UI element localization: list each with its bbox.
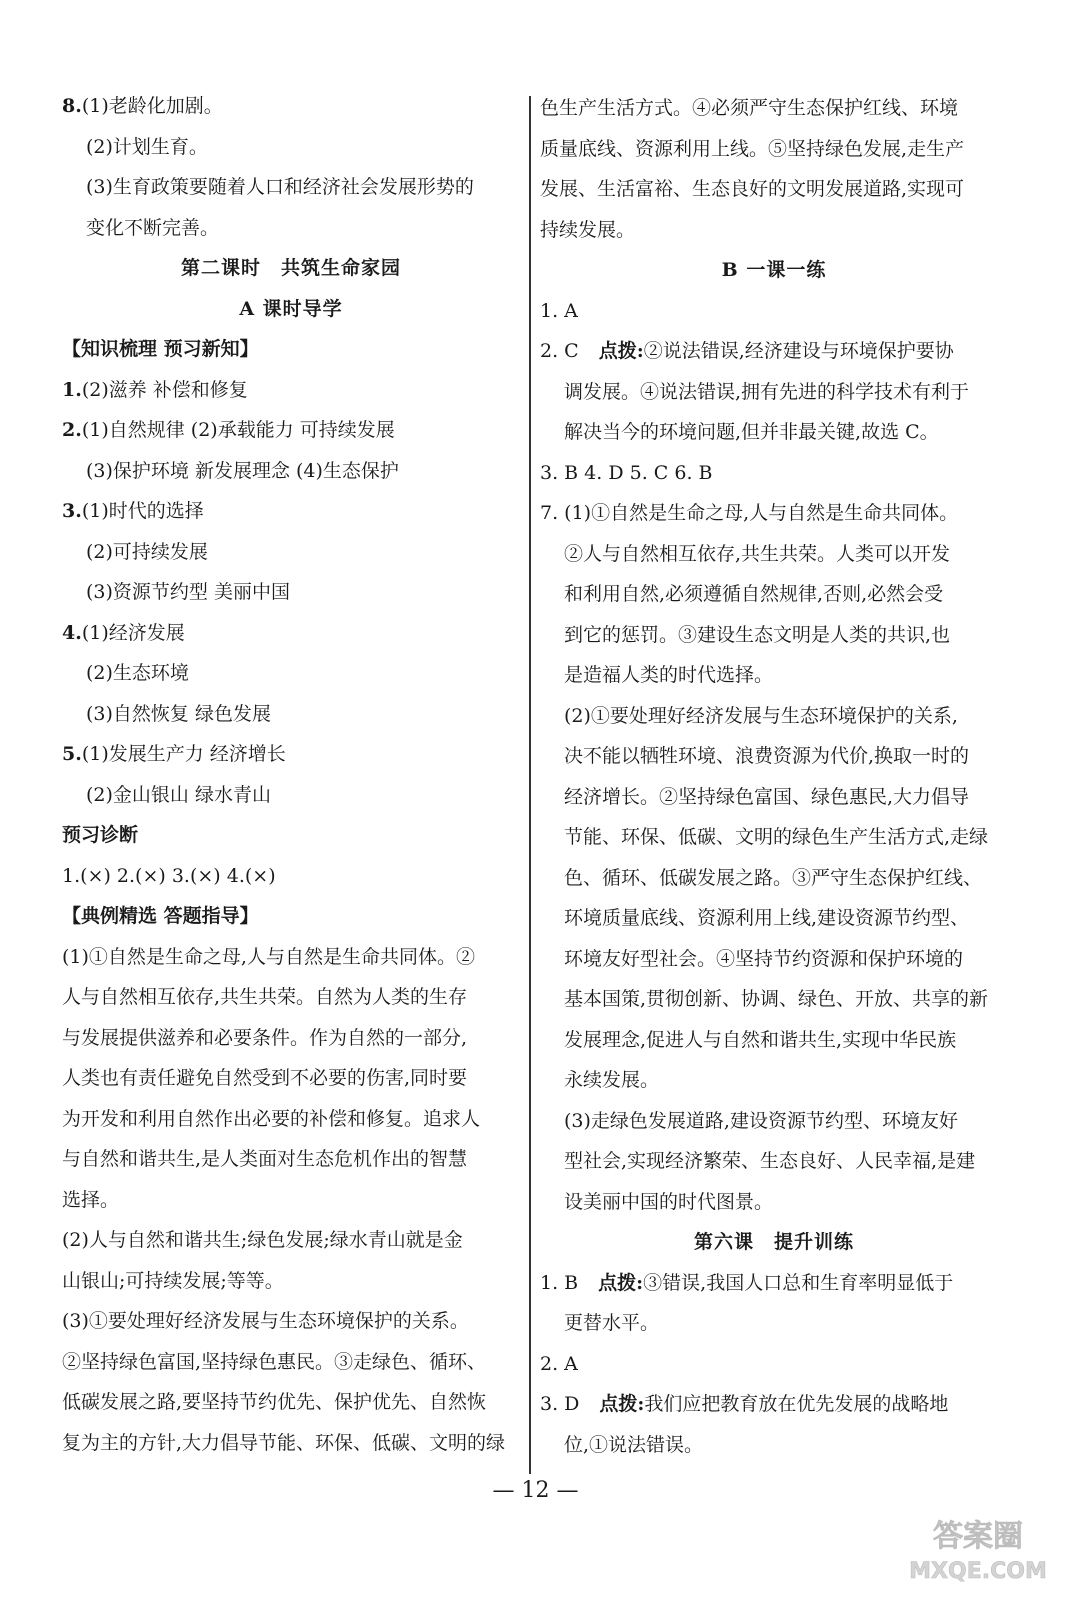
watermark-text-top: 答案圈 <box>933 1519 1023 1554</box>
answer-7-line: 到它的惩罚。③建设生态文明是人类的共识,也 <box>564 623 951 646</box>
lesson-title: 第二课时 共筑生命家园 <box>180 257 402 279</box>
ex3-line: (3)①要处理好经济发展与生态环境保护的关系。 <box>62 1310 469 1332</box>
q8-line-3: (3)生育政策要随着人口和经济社会发展形势的 <box>86 176 474 198</box>
answer-2-line-3: 解决当今的环境问题,但并非最关键,故选 C。 <box>564 421 939 443</box>
ex3-line: ②坚持绿色富国,坚持绿色惠民。③走绿色、循环、 <box>62 1350 487 1373</box>
page-number: — 12 — <box>492 1478 579 1503</box>
q8-line-1: 8.(1)老龄化加剧。 <box>62 95 223 117</box>
ex1-line: 与自然和谐共生,是人类面对生态危机作出的智慧 <box>62 1148 468 1170</box>
ex3-line: 低碳发展之路,要坚持节约优先、保护优先、自然恢 <box>62 1391 487 1413</box>
watermark-logo <box>903 1510 1053 1588</box>
ex1-line: (1)①自然是生命之母,人与自然是生命共同体。② <box>62 945 475 968</box>
answer-7-2-line: 永续发展。 <box>564 1069 660 1091</box>
b3-line-1: 3. D 点拨:我们应把教育放在优先发展的战略地 <box>540 1393 949 1415</box>
k2-line-2: (3)保护环境 新发展理念 (4)生态保护 <box>86 459 399 482</box>
example-header: 【典例精选 答题指导】 <box>62 905 259 927</box>
k4-line-2: (2)生态环境 <box>86 662 189 684</box>
cont-line: 发展、生活富裕、生态良好的文明发展道路,实现可 <box>540 178 965 200</box>
answer-7-2-line: 环境友好型社会。④坚持节约资源和保护环境的 <box>564 947 964 970</box>
answer-7-2-line: 经济增长。②坚持绿色富国、绿色惠民,大力倡导 <box>564 785 970 808</box>
section-b-title: B 一课一练 <box>721 259 827 281</box>
left-column <box>62 86 520 1463</box>
k5-line-1: 5.(1)发展生产力 经济增长 <box>62 743 286 765</box>
cont-line: 持续发展。 <box>540 218 636 241</box>
ex3-line: 复为主的方针,大力倡导节能、环保、低碳、文明的绿 <box>62 1431 506 1454</box>
cont-line: 质量底线、资源利用上线。⑤坚持绿色发展,走生产 <box>540 137 965 160</box>
b1-line-1: 1. B 点拨:③错误,我国人口总和生育率明显低于 <box>540 1271 954 1294</box>
k4-line-1: 4.(1)经济发展 <box>62 621 185 644</box>
answer-7-3-line: 型社会,实现经济繁荣、生态良好、人民幸福,是建 <box>564 1150 976 1172</box>
b2-line: 2. A <box>540 1352 578 1375</box>
answer-7-2-line: 节能、环保、低碳、文明的绿色生产生活方式,走绿 <box>564 826 989 848</box>
ex1-line: 为开发和利用自然作出必要的补偿和修复。追求人 <box>62 1107 481 1130</box>
b1-line-2: 更替水平。 <box>564 1312 660 1334</box>
answer-7-2-line: (2)①要处理好经济发展与生态环境保护的关系, <box>564 704 958 727</box>
k3-line-2: (2)可持续发展 <box>86 540 208 563</box>
answer-7-2-line: 色、循环、低碳发展之路。③严守生态保护红线、 <box>564 866 983 889</box>
answer-7-2-line: 基本国策,贯彻创新、协调、绿色、开放、共享的新 <box>564 988 989 1010</box>
k3-line-3: (3)资源节约型 美丽中国 <box>86 581 290 603</box>
answer-7-3-line: (3)走绿色发展道路,建设资源节约型、环境友好 <box>564 1109 958 1132</box>
k4-line-3: (3)自然恢复 绿色发展 <box>86 702 271 725</box>
q8-line-4: 变化不断完善。 <box>86 216 220 239</box>
k3-line-1: 3.(1)时代的选择 <box>62 500 204 522</box>
answers-3-6: 3. B 4. D 5. C 6. B <box>540 461 713 484</box>
answer-7-2-line: 发展理念,促进人与自然和谐共生,实现中华民族 <box>564 1028 957 1051</box>
ex1-line: 人类也有责任避免自然受到不必要的伤害,同时要 <box>62 1067 468 1089</box>
ex1-line: 人与自然相互依存,共生共荣。自然为人类的生存 <box>62 986 468 1008</box>
answer-7-line: 是造福人类的时代选择。 <box>564 664 774 686</box>
answer-7-2-line: 环境质量底线、资源利用上线,建设资源节约型、 <box>564 907 970 929</box>
k5-line-2: (2)金山银山 绿水青山 <box>86 783 271 806</box>
answer-2-line-1: 2. C 点拨:②说法错误,经济建设与环境保护要协 <box>540 340 954 362</box>
ex2-line: (2)人与自然和谐共生;绿色发展;绿水青山就是金 <box>62 1229 463 1251</box>
right-column <box>540 88 1008 1465</box>
answer-7-line: 7. (1)①自然是生命之母,人与自然是生命共同体。 <box>540 502 959 524</box>
lesson-6-title: 第六课 提升训练 <box>693 1231 855 1253</box>
b3-line-2: 位,①说法错误。 <box>564 1433 704 1456</box>
watermark-text-bottom: MXQE.COM <box>909 1559 1047 1584</box>
k1-line: 1.(2)滋养 补偿和修复 <box>62 378 248 401</box>
answer-7-line: ②人与自然相互依存,共生共荣。人类可以开发 <box>564 542 951 565</box>
answer-1: 1. A <box>540 299 578 322</box>
ex1-line: 选择。 <box>62 1188 120 1211</box>
answer-7-2-line: 决不能以牺牲环境、浪费资源为代价,换取一时的 <box>564 745 970 767</box>
q8-line-2: (2)计划生育。 <box>86 135 208 158</box>
k2-line-1: 2.(1)自然规律 (2)承载能力 可持续发展 <box>62 419 395 441</box>
cont-line: 色生产生活方式。④必须严守生态保护红线、环境 <box>540 97 959 119</box>
diagnosis-answers: 1.(×) 2.(×) 3.(×) 4.(×) <box>62 864 276 887</box>
ex1-line: 与发展提供滋养和必要条件。作为自然的一部分, <box>62 1026 468 1049</box>
diagnosis-header: 预习诊断 <box>62 824 139 846</box>
section-a-title: A 课时导学 <box>239 297 343 320</box>
answer-7-3-line: 设美丽中国的时代图景。 <box>564 1190 774 1213</box>
ex2-line: 山银山;可持续发展;等等。 <box>62 1269 284 1292</box>
answer-7-line: 和利用自然,必须遵循自然规律,否则,必然会受 <box>564 583 944 605</box>
answer-2-line-2: 调发展。④说法错误,拥有先进的科学技术有利于 <box>564 380 970 403</box>
knowledge-header: 【知识梳理 预习新知】 <box>62 338 259 360</box>
column-divider <box>529 96 531 1474</box>
